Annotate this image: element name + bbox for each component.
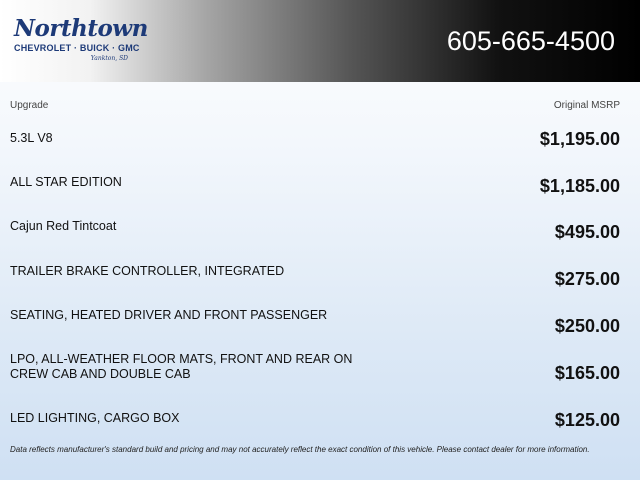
logo-brands: CHEVROLET · BUICK · GMC: [14, 43, 140, 53]
upgrade-name: 5.3L V8: [10, 131, 53, 145]
upgrade-price: $125.00: [554, 410, 620, 430]
upgrade-price: $250.00: [554, 316, 620, 336]
logo-city: Yankton, SD: [90, 55, 128, 62]
phone-number[interactable]: 605-665-4500: [446, 26, 615, 56]
header-banner: [0, 0, 640, 82]
upgrade-price: $165.00: [554, 363, 620, 383]
msrp-column-header: Original MSRP: [553, 100, 620, 111]
dealer-logo: [12, 15, 148, 66]
upgrade-name: LPO, ALL-WEATHER FLOOR MATS, FRONT AND REAR ON CREW CAB AND DOUBLE CAB: [10, 352, 353, 381]
upgrade-name: Cajun Red Tintcoat: [10, 219, 117, 233]
upgrade-price: $275.00: [554, 269, 620, 289]
disclaimer-text: Data reflects manufacturer's standard build and pricing and may not accurately reflect the exact condition of this vehicle. Please contact dealer for more information.: [10, 445, 590, 454]
upgrade-price: $1,185.00: [539, 176, 620, 196]
upgrade-name: SEATING, HEATED DRIVER AND FRONT PASSENGER: [10, 308, 328, 322]
upgrade-name: LED LIGHTING, CARGO BOX: [10, 411, 180, 425]
logo-name: Northtown: [14, 15, 148, 42]
upgrade-price: $495.00: [554, 222, 620, 242]
upgrade-name: TRAILER BRAKE CONTROLLER, INTEGRATED: [10, 264, 285, 278]
upgrade-name: ALL STAR EDITION: [10, 175, 122, 189]
upgrade-column-header: Upgrade: [10, 100, 49, 111]
upgrade-price: $1,195.00: [539, 129, 620, 149]
